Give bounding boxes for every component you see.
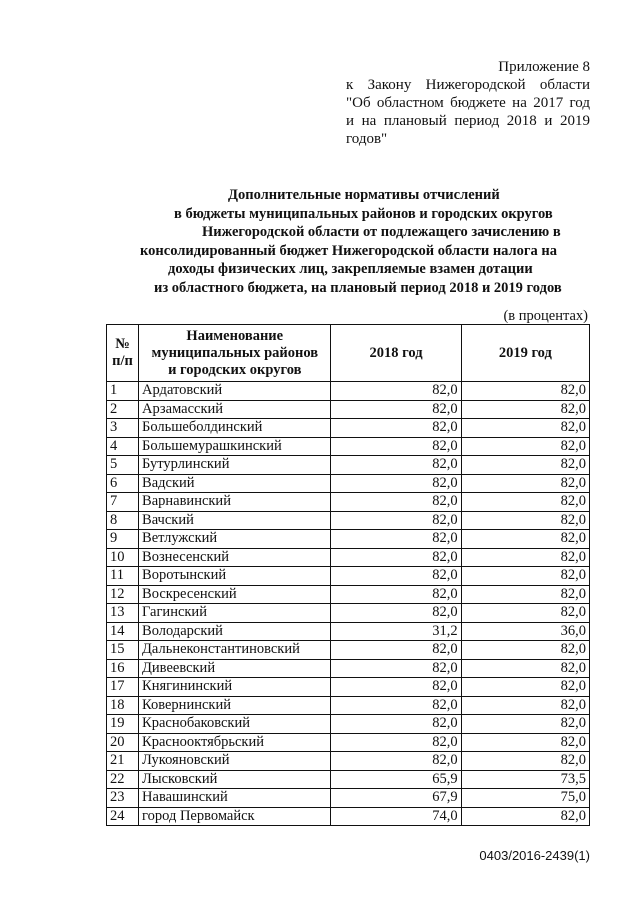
- row-number: 23: [107, 789, 139, 808]
- row-number: 16: [107, 659, 139, 678]
- row-number: 20: [107, 733, 139, 752]
- district-name: Ардатовский: [139, 382, 331, 401]
- value-2018: 82,0: [331, 715, 461, 734]
- value-2018: 31,2: [331, 622, 461, 641]
- value-2018: 65,9: [331, 770, 461, 789]
- value-2018: 82,0: [331, 419, 461, 438]
- header-name-line-3: и городских округов: [168, 361, 302, 378]
- district-name: город Первомайск: [139, 807, 331, 826]
- value-2019: 82,0: [461, 419, 589, 438]
- value-2019: 82,0: [461, 696, 589, 715]
- value-2019: 82,0: [461, 678, 589, 697]
- value-2018: 82,0: [331, 511, 461, 530]
- row-number: 10: [107, 548, 139, 567]
- title-line-6: из областного бюджета, на плановый период 2018 и 2019 годов: [154, 279, 562, 296]
- header-year-2018: 2018 год: [331, 325, 461, 382]
- header-number-sign: №: [115, 336, 130, 352]
- value-2019: 75,0: [461, 789, 589, 808]
- title-line-1: Дополнительные нормативы отчислений: [228, 187, 500, 203]
- row-number: 6: [107, 474, 139, 493]
- value-2019: 82,0: [461, 511, 589, 530]
- row-number: 12: [107, 585, 139, 604]
- value-2019: 82,0: [461, 437, 589, 456]
- header-number-label: п/п: [112, 353, 133, 369]
- value-2018: 82,0: [331, 733, 461, 752]
- value-2019: 82,0: [461, 548, 589, 567]
- table-row: [107, 511, 590, 530]
- district-name: Варнавинский: [139, 493, 331, 512]
- district-name: Дальнеконстантиновский: [139, 641, 331, 660]
- header-year-2019: 2019 год: [461, 325, 589, 382]
- value-2019: 82,0: [461, 585, 589, 604]
- district-name: Арзамасский: [139, 400, 331, 419]
- value-2018: 82,0: [331, 437, 461, 456]
- table-row: [107, 567, 590, 586]
- value-2018: 82,0: [331, 659, 461, 678]
- table-row: [107, 807, 590, 826]
- row-number: 4: [107, 437, 139, 456]
- value-2019: 82,0: [461, 474, 589, 493]
- header-name: [139, 325, 331, 382]
- district-name: Ветлужский: [139, 530, 331, 549]
- table-row: [107, 382, 590, 401]
- value-2018: 82,0: [331, 530, 461, 549]
- table-row: [107, 733, 590, 752]
- header-name-line-2: муниципальных районов: [151, 344, 319, 361]
- value-2019: 82,0: [461, 752, 589, 771]
- row-number: 2: [107, 400, 139, 419]
- row-number: 18: [107, 696, 139, 715]
- value-2019: 36,0: [461, 622, 589, 641]
- value-2018: 82,0: [331, 752, 461, 771]
- district-name: Вачский: [139, 511, 331, 530]
- district-name: Лукояновский: [139, 752, 331, 771]
- table-row: [107, 548, 590, 567]
- district-name: Краснооктябрьский: [139, 733, 331, 752]
- district-name: Вознесенский: [139, 548, 331, 567]
- row-number: 21: [107, 752, 139, 771]
- row-number: 19: [107, 715, 139, 734]
- district-name: Ковернинский: [139, 696, 331, 715]
- district-name: Володарский: [139, 622, 331, 641]
- header-name-line-1: Наименование: [186, 327, 284, 344]
- title-line-5: доходы физических лиц, закрепляемые взамен дотации: [168, 261, 533, 278]
- table-row: [107, 770, 590, 789]
- value-2018: 82,0: [331, 567, 461, 586]
- table-row: [107, 789, 590, 808]
- table-row: [107, 696, 590, 715]
- table-row: [107, 400, 590, 419]
- row-number: 7: [107, 493, 139, 512]
- district-name: Воскресенский: [139, 585, 331, 604]
- value-2019: 82,0: [461, 456, 589, 475]
- district-name: Краснобаковский: [139, 715, 331, 734]
- row-number: 3: [107, 419, 139, 438]
- row-number: 8: [107, 511, 139, 530]
- value-2019: 82,0: [461, 604, 589, 623]
- table-row: [107, 474, 590, 493]
- row-number: 1: [107, 382, 139, 401]
- norms-table: [106, 324, 590, 826]
- row-number: 9: [107, 530, 139, 549]
- appendix-number: Приложение 8: [498, 59, 590, 75]
- row-number: 14: [107, 622, 139, 641]
- district-name: Большемурашкинский: [139, 437, 331, 456]
- district-name: Дивеевский: [139, 659, 331, 678]
- value-2018: 82,0: [331, 474, 461, 493]
- district-name: Гагинский: [139, 604, 331, 623]
- district-name: Навашинский: [139, 789, 331, 808]
- row-number: 24: [107, 807, 139, 826]
- district-name: Большеболдинский: [139, 419, 331, 438]
- row-number: 15: [107, 641, 139, 660]
- table-row: [107, 585, 590, 604]
- table-row: [107, 715, 590, 734]
- value-2018: 67,9: [331, 789, 461, 808]
- table-row: [107, 678, 590, 697]
- table-header-row: [107, 325, 590, 382]
- value-2018: 82,0: [331, 548, 461, 567]
- row-number: 22: [107, 770, 139, 789]
- document-title: [130, 186, 610, 298]
- appendix-header: [346, 58, 590, 148]
- row-number: 5: [107, 456, 139, 475]
- district-name: Лысковский: [139, 770, 331, 789]
- value-2018: 74,0: [331, 807, 461, 826]
- appendix-law-title-2: и на плановый период 2018 и 2019: [346, 113, 590, 129]
- document-number: 0403/2016-2439(1): [479, 848, 590, 863]
- table-row: [107, 622, 590, 641]
- value-2018: 82,0: [331, 696, 461, 715]
- value-2018: 82,0: [331, 400, 461, 419]
- value-2019: 82,0: [461, 400, 589, 419]
- title-line-2: в бюджеты муниципальных районов и городских округов: [174, 205, 553, 222]
- district-name: Вадский: [139, 474, 331, 493]
- value-2018: 82,0: [331, 456, 461, 475]
- row-number: 13: [107, 604, 139, 623]
- appendix-law-ref: к Закону Нижегородской области: [346, 77, 590, 93]
- table-row: [107, 641, 590, 660]
- value-2018: 82,0: [331, 493, 461, 512]
- appendix-law-title-1: "Об областном бюджете на 2017 год: [346, 95, 590, 111]
- table-row: [107, 659, 590, 678]
- value-2019: 82,0: [461, 807, 589, 826]
- district-name: Воротынский: [139, 567, 331, 586]
- table-row: [107, 604, 590, 623]
- unit-note: (в процентах): [503, 308, 588, 324]
- value-2019: 82,0: [461, 659, 589, 678]
- value-2018: 82,0: [331, 382, 461, 401]
- title-line-3: Нижегородской области от подлежащего зачислению в: [202, 224, 561, 241]
- value-2019: 82,0: [461, 733, 589, 752]
- district-name: Бутурлинский: [139, 456, 331, 475]
- value-2019: 73,5: [461, 770, 589, 789]
- appendix-law-title-3: годов": [346, 131, 388, 147]
- table-row: [107, 493, 590, 512]
- value-2019: 82,0: [461, 567, 589, 586]
- value-2019: 82,0: [461, 382, 589, 401]
- row-number: 17: [107, 678, 139, 697]
- table-body: [107, 382, 590, 826]
- header-number: [107, 325, 139, 382]
- value-2018: 82,0: [331, 678, 461, 697]
- value-2018: 82,0: [331, 641, 461, 660]
- value-2018: 82,0: [331, 604, 461, 623]
- table-row: [107, 419, 590, 438]
- value-2019: 82,0: [461, 530, 589, 549]
- table-row: [107, 456, 590, 475]
- value-2019: 82,0: [461, 493, 589, 512]
- table-row: [107, 437, 590, 456]
- table-row: [107, 752, 590, 771]
- value-2019: 82,0: [461, 715, 589, 734]
- district-name: Княгининский: [139, 678, 331, 697]
- value-2018: 82,0: [331, 585, 461, 604]
- title-line-4: консолидированный бюджет Нижегородской области налога на: [140, 242, 557, 259]
- value-2019: 82,0: [461, 641, 589, 660]
- row-number: 11: [107, 567, 139, 586]
- table-row: [107, 530, 590, 549]
